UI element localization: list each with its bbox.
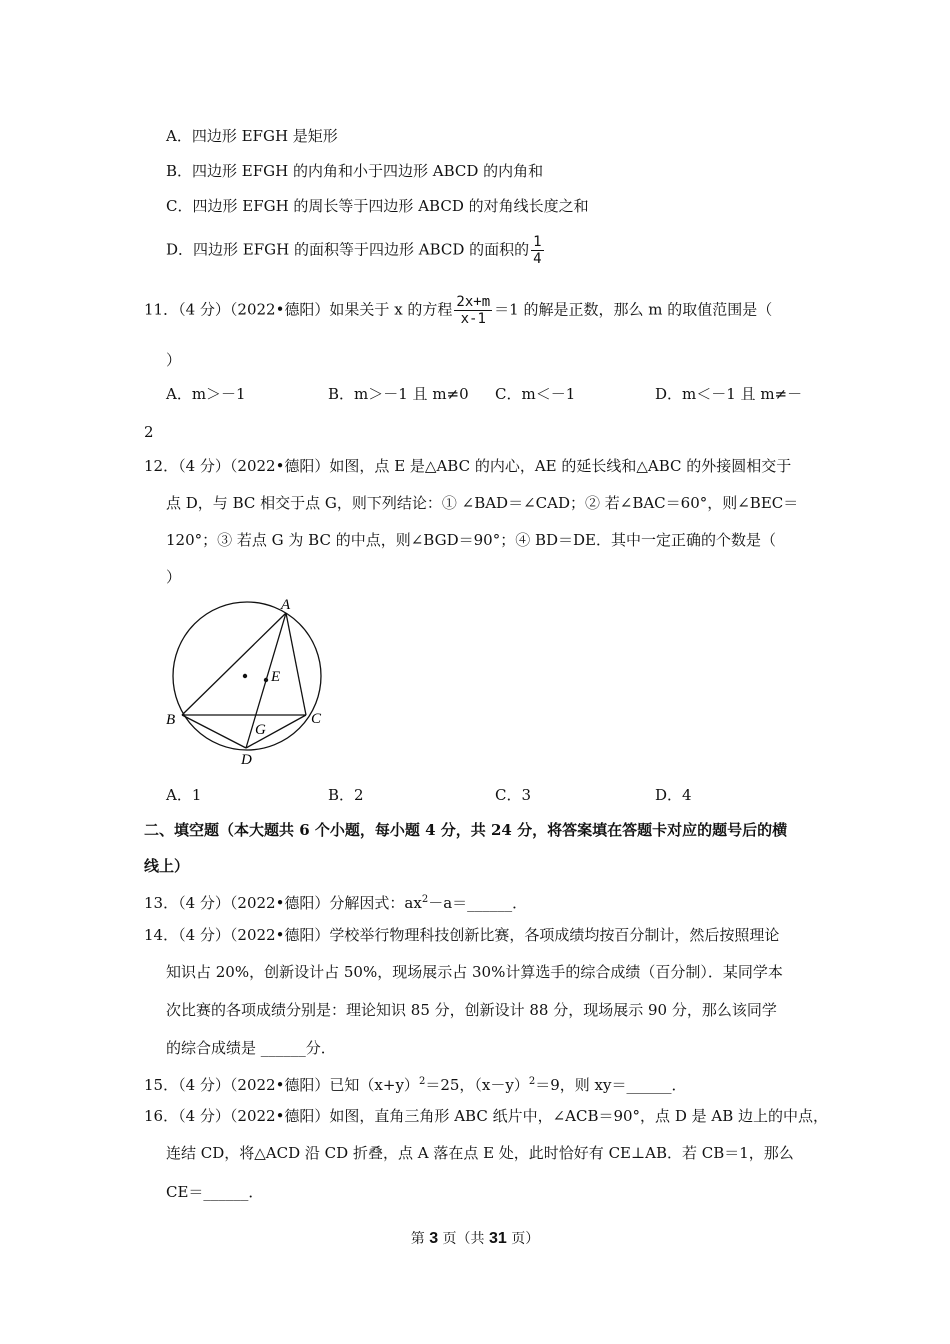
label-b: B bbox=[166, 712, 176, 728]
q14-line-1: 14．（4 分）（2022•德阳）学校举行物理科技创新比赛，各项成绩均按百分制计，然后按照理论 bbox=[144, 926, 780, 944]
q11-option-d: D．m＜－1 且 m≠－ bbox=[655, 385, 803, 403]
current-page-number: 3 bbox=[429, 1230, 439, 1247]
label-d: D bbox=[241, 752, 252, 768]
q13-stem: 13．（4 分）（2022•德阳）分解因式：$ax^2-a=\_\_\_\_\_\_$． bbox=[144, 894, 528, 912]
q10-option-c: C．四边形 EFGH 的周长等于四边形 ABCD 的对角线长度之和 bbox=[166, 197, 589, 215]
q12-option-b: B．2 bbox=[328, 786, 364, 804]
q12-option-d: D．4 bbox=[655, 786, 692, 804]
q14-line-2: 知识占 20%，创新设计占 50%，现场展示占 30%计算选手的综合成绩（百分制）．某同学本 bbox=[166, 963, 783, 981]
q11-stem: 11．（4 分）（2022•德阳）如果关于 x 的方程 $\frac{2x+m}{x-1}$ ＝1 的解是正数，那么 m 的取值范围是（ bbox=[144, 294, 773, 327]
q16-line-3: CE＝______． bbox=[166, 1183, 264, 1201]
q12-circle-triangle-figure bbox=[160, 595, 340, 770]
q12-line-3: 120°；③ 若点 G 为 BC 的中点，则∠BGD＝90°；④ BD＝DE．其中一定正确的个数是（ bbox=[166, 531, 776, 549]
q10-option-a: A．四边形 EFGH 是矩形 bbox=[166, 127, 338, 145]
label-e: E bbox=[271, 669, 281, 685]
q12-option-a: A．1 bbox=[166, 786, 202, 804]
total-page-number: 31 bbox=[489, 1230, 507, 1247]
q11-close-paren: ） bbox=[166, 351, 182, 369]
incenter-e-dot bbox=[264, 678, 268, 682]
q12-line-1: 12．（4 分）（2022•德阳）如图，点 E 是△ABC 的内心，AE 的延长线和△ABC 的外接圆相交于 bbox=[144, 457, 792, 475]
q12-line-2: 点 D，与 BC 相交于点 G，则下列结论：① ∠BAD＝∠CAD；② 若∠BAC＝60°，则∠BEC＝ bbox=[166, 494, 799, 512]
q12-line-4: ） bbox=[166, 568, 182, 586]
section-2-heading-cont: 线上） bbox=[144, 857, 190, 875]
q14-line-4: 的综合成绩是 ______分． bbox=[166, 1039, 336, 1057]
q10-option-b: B．四边形 EFGH 的内角和小于四边形 ABCD 的内角和 bbox=[166, 162, 544, 180]
label-a: A bbox=[281, 597, 291, 613]
q16-line-2: 连结 CD，将△ACD 沿 CD 折叠，点 A 落在点 E 处，此时恰好有 CE⊥AB．若 CB＝1，那么 bbox=[166, 1144, 794, 1162]
label-g: G bbox=[255, 722, 266, 738]
q11-equation-fraction: $\frac{2x+m}{x-1}$ bbox=[456, 294, 491, 327]
fraction-one-quarter: $\frac{1}{4}$ bbox=[533, 234, 542, 267]
q11-option-c: C．m＜－1 bbox=[495, 385, 576, 403]
q11-option-d-continued: 2 bbox=[144, 423, 154, 441]
q10-option-d bbox=[166, 234, 546, 267]
q16-line-1: 16．（4 分）（2022•德阳）如图，直角三角形 ABC 纸片中，∠ACB＝90°，点 D 是 AB 边上的中点， bbox=[144, 1107, 829, 1125]
q11-option-a: A．m＞－1 bbox=[166, 385, 246, 403]
section-2-heading: 二、填空题（本大题共 6 个小题，每小题 4 分，共 24 分，将答案填在答题卡对应的题号后的横 bbox=[144, 821, 788, 839]
q11-option-b: B．m＞－1 且 m≠0 bbox=[328, 385, 469, 403]
segment-bd bbox=[182, 715, 246, 748]
q14-line-3: 次比赛的各项成绩分别是：理论知识 85 分，创新设计 88 分，现场展示 90 分，那么该同学 bbox=[166, 1001, 777, 1019]
q15-stem: 15．（4 分）（2022•德阳）已知$(x+y)^2=25$，$(x-y)^2=9$，则 xy＝______． bbox=[144, 1076, 687, 1094]
label-c: C bbox=[311, 711, 322, 727]
circle-center-dot bbox=[243, 674, 247, 678]
q12-option-c: C．3 bbox=[495, 786, 532, 804]
q10-option-d-text: D．四边形 EFGH 的面积等于四边形 ABCD 的面积的 bbox=[166, 240, 530, 259]
page-footer: 第 3 页（共 31 页） bbox=[410, 1230, 540, 1247]
